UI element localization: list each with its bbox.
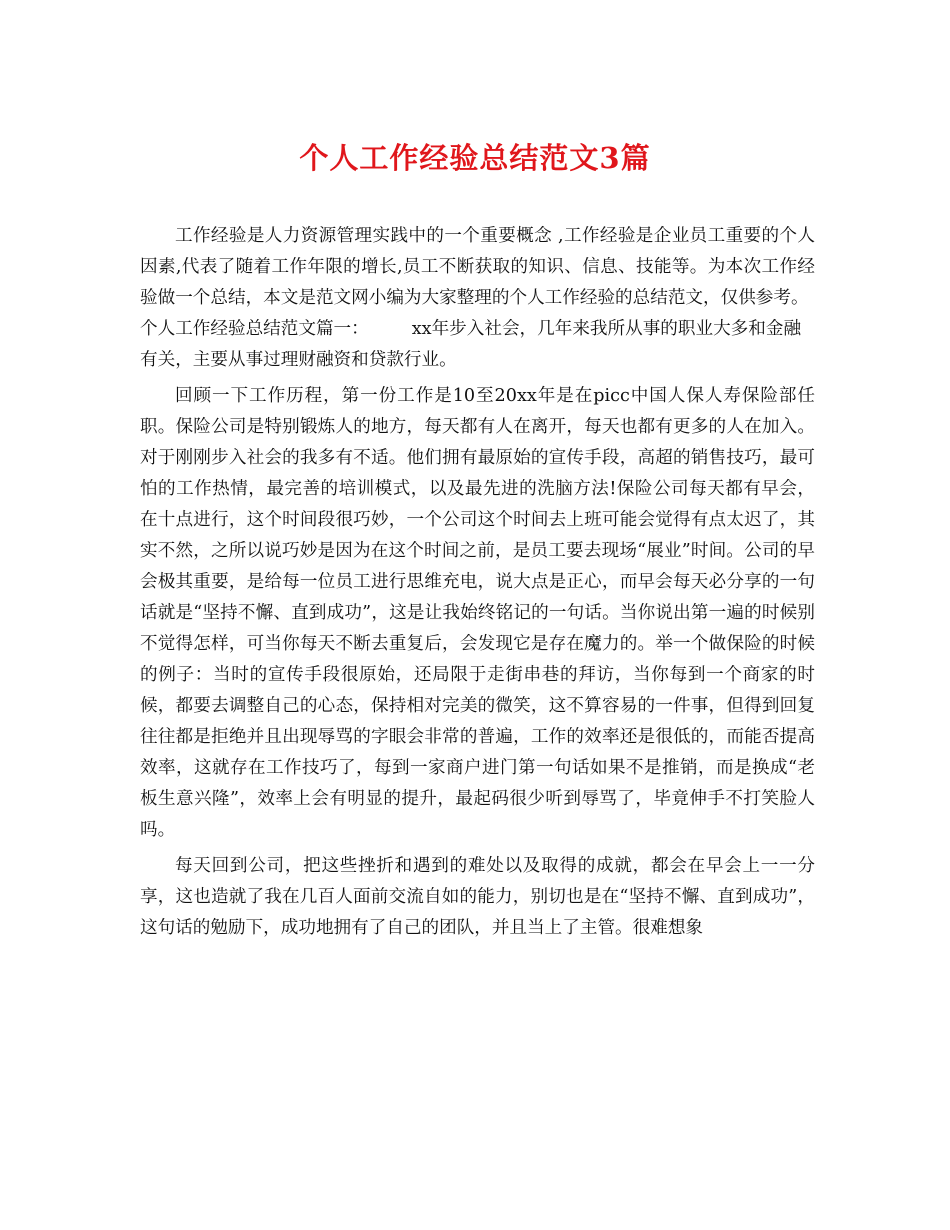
work-history-paragraph: 回顾一下工作历程，第一份工作是10至20xx年是在picc中国人保人寿保险部任职。保险公司是特别锻炼人的地方，每天都有人在离开，每天也都有更多的人在加入。对于刚刚步入社会的我多有不适。他们拥有最原始的宣传手段，高超的销售技巧，最可怕的工作热情，最完善的培训模式，以及最先进的洗脑方法!保险公司每天都有早会，在十点进行，这个时间段很巧妙，一个公司这个时间去上班可能会觉得有点太迟了，其实不然，之所以说巧妙是因为在这个时间之前，是员工要去现场“展业”时间。公司的早会极其重要，是给每一位员工进行思维充电，说大点是正心，而早会每天必分享的一句话就是“坚持不懈、直到成功”，这是让我始终铭记的一句话。当你说出第一遍的时候别不觉得怎样，可当你每天不断去重复后，会发现它是存在魔力的。举一个做保险的时候的例子：当时的宣传手段很原始，还局限于走街串巷的拜访，当你每到一个商家的时候，都要去调整自己的心态，保持相对完美的微笑，这不算容易的一件事，但得到回复往往都是拒绝并且出现辱骂的字眼会非常的普遍，工作的效率还是很低的，而能否提高效率，这就存在工作技巧了，每到一家商户进门第一句话如果不是推销，而是换成“老板生意兴隆”，效率上会有明显的提升，最起码很少听到辱骂了，毕竟伸手不打笑脸人吗。 bbox=[140, 386, 815, 840]
team-paragraph: 每天回到公司，把这些挫折和遇到的难处以及取得的成就，都会在早会上一一分享，这也造就了我在几百人面前交流自如的能力，别切也是在“坚持不懈、直到成功”，这句话的勉励下，成功地拥有了自己的团队，并且当上了主管。很难想象 bbox=[140, 856, 815, 938]
section-one-paragraph bbox=[140, 314, 815, 376]
document-body bbox=[140, 221, 815, 944]
intro-paragraph: 工作经验是人力资源管理实践中的一个重要概念 ,工作经验是企业员工重要的个人因素,代表了随着工作年限的增长,员工不断获取的知识、信息、技能等。为本次工作经验做一个总结，本文是范文网小编为大家整理的个人工作经验的总结范文，仅供参考。 bbox=[140, 226, 815, 308]
document-title: 个人工作经验总结范文3篇 bbox=[299, 141, 651, 175]
section-one-label: 个人工作经验总结范文篇一： bbox=[140, 319, 369, 339]
section-one-text: xx年步入社会，几年来我所从事的职业大多和金融有关，主要从事过理财融资和贷款行业。 bbox=[140, 319, 802, 370]
